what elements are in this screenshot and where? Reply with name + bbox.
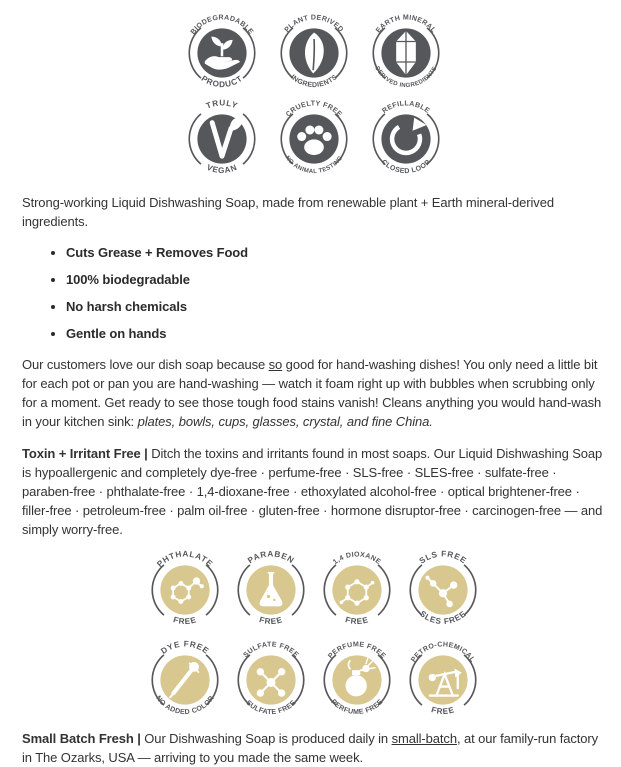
text-segment: Small Batch Fresh |	[22, 731, 145, 746]
badge-bottom-text: FREE	[257, 615, 284, 627]
badge-bottom-text: FREE	[171, 615, 198, 627]
badge-oil-pumpjack	[402, 639, 484, 721]
badge-top-text: PLANT DERIVED	[283, 14, 344, 34]
badge-oil-pumpjack-svg	[402, 639, 484, 721]
badge-molecule-branch	[144, 549, 226, 631]
badge-molecule-branch-svg	[144, 549, 226, 631]
badge-top-text: BIODEGRADABLE	[189, 14, 254, 36]
badge-molecule-star	[402, 549, 484, 631]
text-segment: so	[268, 357, 283, 372]
badge-molecule-x	[230, 639, 312, 721]
badge-top-text: SLS FREE	[417, 549, 468, 566]
text-segment: good for hand-washing dishes! You only need a little bit for each pot or pan you are hand-washing — watch it foam right up with bubbles when scrubbing only for a moment. Get ready to see those tough food stains vanish! Cleans anything you would hand-wash in your kitchen sink:	[22, 357, 602, 429]
badge-bottom-text: VEGAN	[204, 162, 239, 176]
badge-flask	[230, 549, 312, 631]
badge-bottom-text: DERIVED INGREDIENTS	[372, 65, 439, 90]
badge-circle	[381, 114, 430, 163]
badge-top-text: PARABEN	[245, 549, 296, 566]
badge-top-text: REFILLABLE	[380, 100, 431, 116]
badge-dropper	[144, 639, 226, 721]
badge-bottom-text: CLOSED LOOP	[379, 158, 432, 176]
intro-paragraph: Strong-working Liquid Dishwashing Soap, made from renewable plant + Earth mineral-derived ingredients.	[22, 195, 554, 229]
badge-dropper-svg	[144, 639, 226, 721]
badge-top-text: CRUELTY FREE	[284, 100, 343, 119]
feature-item: • Gentle on hands	[66, 324, 605, 343]
badge-molecule-x-svg	[230, 639, 312, 721]
badge-top-text: EARTH MINERAL	[374, 14, 437, 35]
badge-vegan-v	[181, 98, 263, 180]
badge-leaf	[273, 12, 355, 94]
badge-refill-arrow	[365, 98, 447, 180]
badge-vegan-v-svg	[181, 98, 263, 180]
feature-item: • Cuts Grease + Removes Food	[66, 243, 605, 262]
badge-top-text: DYE FREE	[158, 639, 211, 656]
badge-hand-plant-svg	[181, 12, 263, 94]
badge-flask-svg	[230, 549, 312, 631]
customers-paragraph	[22, 355, 605, 431]
badge-perfume-bottle-svg	[316, 639, 398, 721]
text-segment: Our Dishwashing Soap is produced daily in	[144, 731, 392, 746]
badge-crystal-svg	[365, 12, 447, 94]
toxin-free-paragraph	[22, 444, 605, 539]
badge-refill-arrow-svg	[365, 98, 447, 180]
text-segment: , at our family-run factory in The Ozarks, USA — arriving to you made the same week.	[22, 731, 599, 765]
badge-top-text: PETRO-CHEMICAL	[409, 641, 476, 664]
badge-top-text: PERFUME FREE	[326, 641, 387, 661]
badge-bottom-text: NO ADDED COLOR	[153, 694, 216, 717]
feature-list	[22, 243, 605, 343]
badge-crystal	[365, 12, 447, 94]
badge-paw-svg	[273, 98, 355, 180]
badge-molecule-ring-svg	[316, 549, 398, 631]
badge-bottom-text: FREE	[343, 615, 370, 627]
free-badges-grid	[138, 549, 490, 721]
badge-top-text: PHTHALATE	[154, 549, 215, 569]
badge-bottom-text: NO ANIMAL TESTING	[283, 155, 344, 176]
badge-molecule-ring	[316, 549, 398, 631]
badge-circle	[289, 114, 338, 163]
feature-item: • No harsh chemicals	[66, 297, 605, 316]
badge-bottom-text: PERFUME FREE	[328, 698, 385, 717]
badge-perfume-bottle	[316, 639, 398, 721]
badge-circle	[160, 565, 209, 614]
badge-top-text: SULFATE FREE	[241, 641, 300, 660]
text-segment: Our customers love our dish soap because	[22, 357, 269, 372]
badge-molecule-star-svg	[402, 549, 484, 631]
badge-bottom-text: FREE	[429, 705, 456, 717]
badge-paw	[273, 98, 355, 180]
claim-badges-grid	[174, 12, 454, 180]
badge-top-text: TRULY	[204, 98, 239, 111]
badge-bottom-text: SLES FREE	[417, 609, 468, 627]
text-segment: Ditch the toxins and irritants found in most soaps. Our Liquid Dishwashing Soap is hypoallergenic and completely dye-free · perfume-free · SLS-free · SLES-free · sulfate-free · paraben-free · phthalate-free · 1,4-dioxane-free · ethoxylated alcohol-free · optical brightener-free · filler-free · petroleum-free · palm oil-free · gluten-free · hormone disruptor-free · carcinogen-free — and simply worry-free.	[22, 446, 603, 537]
badge-leaf-svg	[273, 12, 355, 94]
badge-bottom-text: INGREDIENTS	[288, 73, 339, 90]
badge-hand-plant	[181, 12, 263, 94]
text-segment: plates, bowls, cups, glasses, crystal, and fine China.	[137, 414, 433, 429]
feature-item: • 100% biodegradable	[66, 270, 605, 289]
small-batch-paragraph	[22, 729, 605, 767]
badge-top-text: 1,4 DIOXANE	[331, 551, 382, 567]
text-segment: Toxin + Irritant Free |	[22, 446, 152, 461]
badge-bottom-text: PRODUCT	[199, 73, 244, 90]
text-segment: small-batch	[391, 731, 457, 746]
badge-bottom-text: SULFATE FREE	[243, 699, 298, 717]
badge-circle	[332, 565, 381, 614]
